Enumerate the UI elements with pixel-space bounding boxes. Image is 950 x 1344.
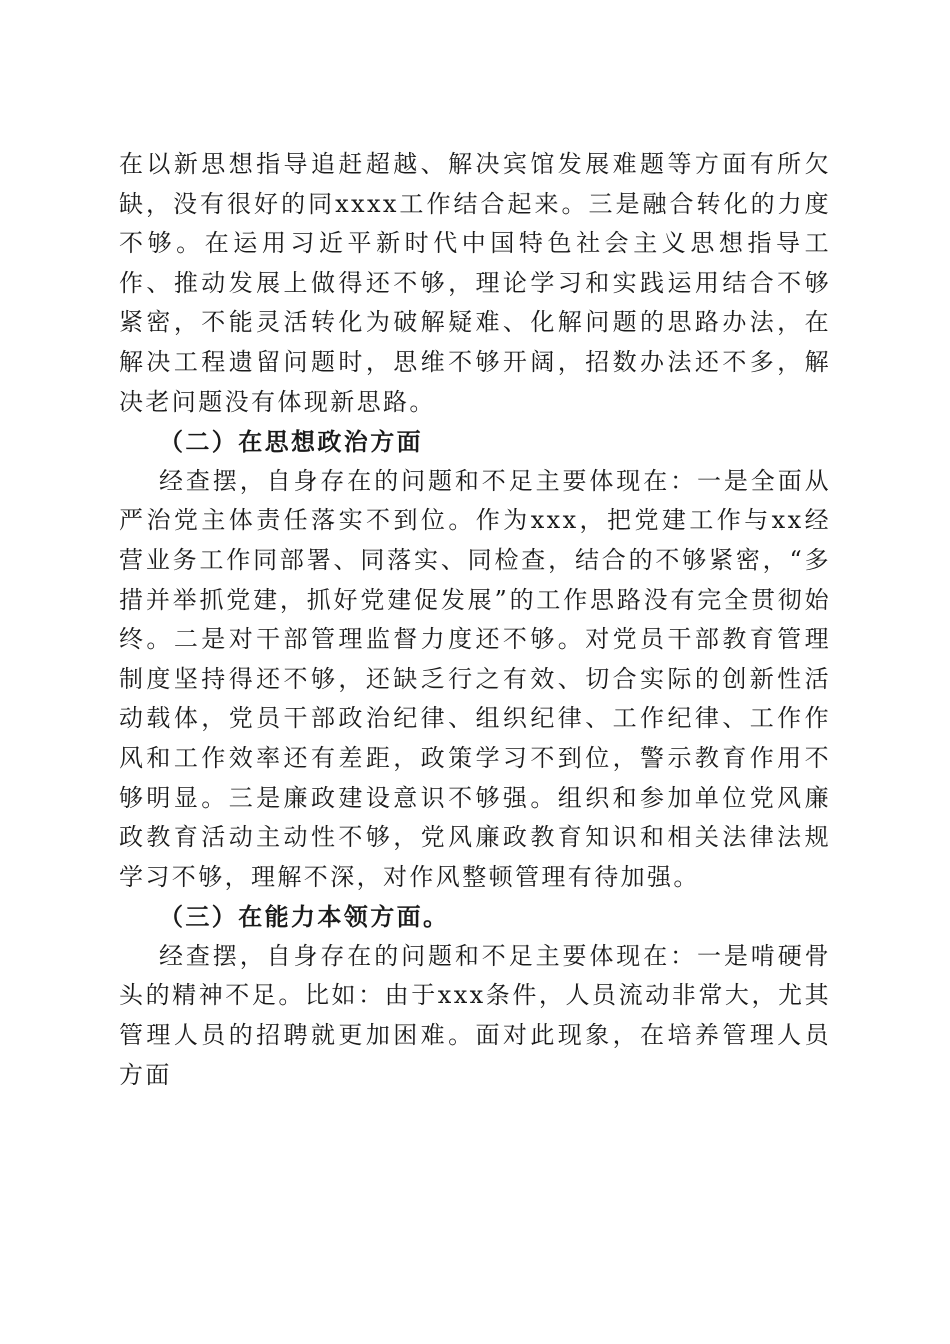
paragraph-ideology-politics: 经查摆，自身存在的问题和不足主要体现在：一是全面从严治党主体责任落实不到位。作为xxx，把党建工作与xx经营业务工作同部署、同落实、同检查，结合的不够紧密，“多措并举抓党建，抓好党建促发展”的工作思路没有完全贯彻始终。二是对干部管理监督力度还不够。对党员干部教育管理制度坚持得还不够，还缺乏行之有效、切合实际的创新性活动载体，党员干部政治纪律、组织纪律、工作纪律、工作作风和工作效率还有差距，政策学习不到位，警示教育作用不够明显。三是廉政建设意识不够强。组织和参加单位党风廉政教育活动主动性不够，党风廉政教育知识和相关法律法规学习不够，理解不深，对作风整顿管理有待加强。 <box>119 466 831 891</box>
section-heading-ideology-politics: （二）在思想政治方面 <box>159 427 423 457</box>
document-body <box>119 145 831 1095</box>
paragraph-ability-skills: 经查摆，自身存在的问题和不足主要体现在：一是啃硬骨头的精神不足。比如：由于xxx条件，人员流动非常大，尤其管理人员的招聘就更加困难。面对此现象，在培养管理人员方面 <box>119 941 831 1089</box>
paragraph-continuation: 在以新思想指导追赶超越、解决宾馆发展难题等方面有所欠缺，没有很好的同xxxx工作结合起来。三是融合转化的力度不够。在运用习近平新时代中国特色社会主义思想指导工作、推动发展上做得还不够，理论学习和实践运用结合不够紧密，不能灵活转化为破解疑难、化解问题的思路办法，在解决工程遗留问题时，思维不够开阔，招数办法还不多，解决老问题没有体现新思路。 <box>119 150 831 416</box>
section-heading-ability-skills: （三）在能力本领方面。 <box>159 902 450 932</box>
